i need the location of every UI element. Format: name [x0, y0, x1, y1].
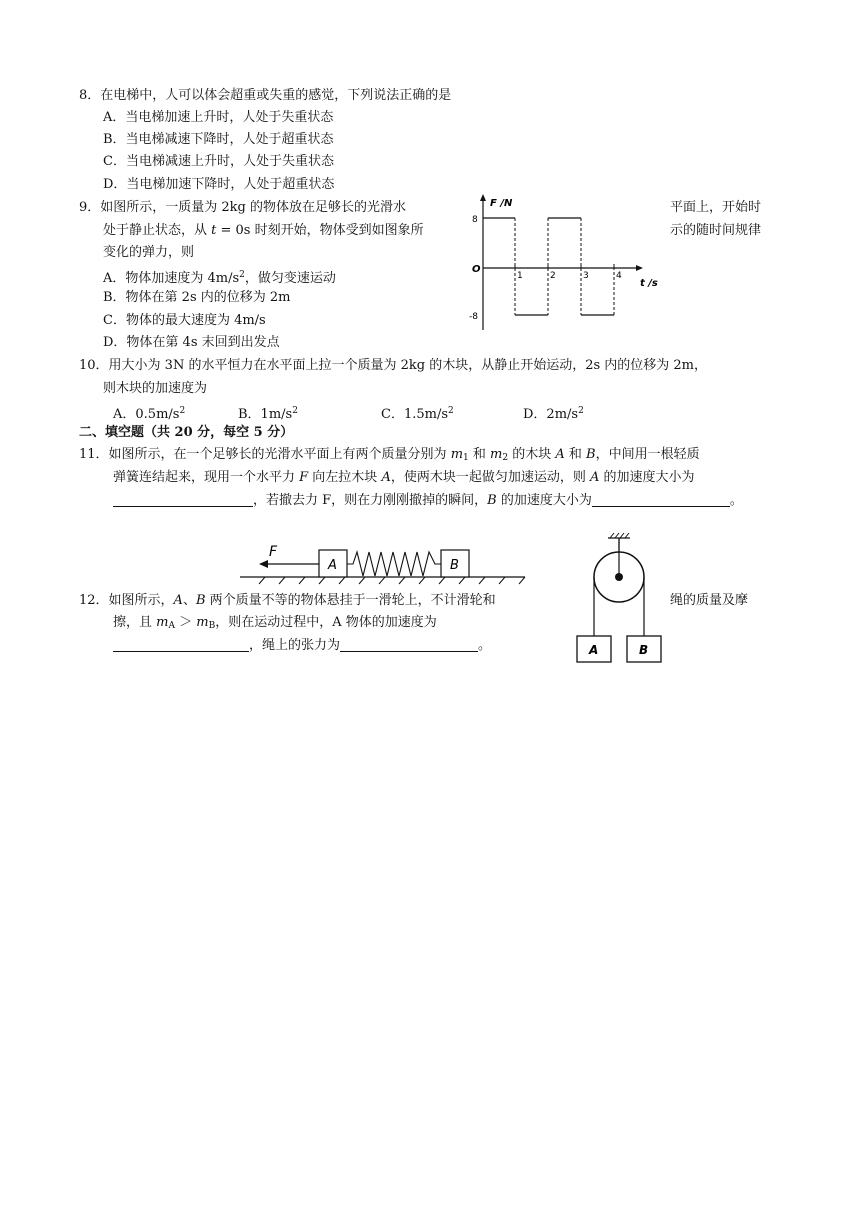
- q8-option-a: A．当电梯加速上升时，人处于失重状态: [103, 110, 334, 125]
- q9-line1: 9．如图所示，一质量为 2kg 的物体放在足够长的光滑水: [79, 200, 407, 215]
- graph-x-tick-1: 1: [517, 271, 523, 281]
- q11-line1: 11．如图所示，在一个足够长的光滑水平面上有两个质量分别为 $m_1$ 和 $m_2$ 的木块 A 和 B，中间用一根轻质: [79, 447, 700, 463]
- q12-pulley-diagram: [570, 532, 665, 667]
- q12-block-a-label: A: [589, 643, 599, 657]
- q8-option-d: D．当电梯加速下降时，人处于超重状态: [103, 177, 335, 192]
- graph-x-tick-3: 3: [583, 271, 589, 281]
- q12-line1-right: 绳的质量及摩: [670, 593, 749, 608]
- q11-line2: 弹簧连结起来，现用一个水平力 F 向左拉木块 A，使两木块一起做匀加速运动，则 A 的加速度大小为: [113, 470, 695, 485]
- q9-option-b: B．物体在第 2s 内的位移为 2m: [103, 290, 291, 305]
- q12-answer-blank-2[interactable]: [340, 637, 478, 652]
- q9-line3: 变化的弹力，则: [103, 245, 195, 260]
- q9-line1-right: 平面上，开始时: [670, 200, 762, 215]
- graph-x-axis-label: t /s: [640, 278, 658, 289]
- q10-option-c: C．$1.5m/s^2$: [381, 406, 454, 422]
- q10-option-a: A．$0.5m/s^2$: [113, 406, 186, 422]
- q12-line3: ，绳上的张力为 。: [113, 637, 491, 655]
- q10-option-b: B．$1m/s^2$: [238, 406, 298, 422]
- q11-block-a-label: A: [328, 558, 337, 573]
- q12-answer-blank-1[interactable]: [113, 637, 249, 652]
- graph-y-tick-8: 8: [472, 215, 478, 225]
- section-2-title: 二、填空题（共 20 分，每空 5 分）: [79, 425, 294, 440]
- q10-line1: 10．用大小为 3N 的水平恒力在水平面上拉一个质量为 2kg 的木块，从静止开始运动，2s 内的位移为 2m，: [79, 358, 707, 373]
- q8-option-c: C．当电梯减速上升时，人处于失重状态: [103, 154, 334, 169]
- q12-line1: 12．如图所示，A、B 两个质量不等的物体悬挂于一滑轮上，不计滑轮和: [79, 593, 496, 608]
- q11-force-label: F: [269, 544, 278, 560]
- q9-force-time-graph: [460, 190, 670, 340]
- q9-option-d: D．物体在第 4s 末回到出发点: [103, 335, 280, 350]
- graph-x-tick-2: 2: [550, 271, 556, 281]
- q11-block-b-label: B: [450, 558, 459, 573]
- graph-x-tick-4: 4: [616, 271, 622, 281]
- q10-option-d: D．$2m/s^2$: [523, 406, 584, 422]
- q9-line2-right: 示的随时间规律: [670, 223, 762, 238]
- graph-origin-label: O: [472, 264, 481, 275]
- q9-option-c: C．物体的最大速度为 4m/s: [103, 313, 266, 328]
- q10-line2: 则木块的加速度为: [103, 381, 208, 396]
- q11-answer-blank-1[interactable]: [113, 492, 253, 507]
- q9-option-a: A．物体加速度为 $4m/s^2$，做匀变速运动: [103, 270, 336, 286]
- q12-block-b-label: B: [639, 643, 649, 657]
- q8-option-b: B．当电梯减速下降时，人处于超重状态: [103, 132, 334, 147]
- q8-stem: 8．在电梯中，人可以体会超重或失重的感觉，下列说法正确的是: [79, 88, 452, 103]
- q12-line2: 擦，且 $m_A > m_B$，则在运动过程中，A 物体的加速度为: [113, 615, 437, 631]
- q9-line2: 处于静止状态，从 t = 0s 时刻开始，物体受到如图象所: [103, 223, 424, 238]
- graph-y-tick-neg8: -8: [469, 312, 478, 322]
- q11-answer-blank-2[interactable]: [592, 492, 730, 507]
- q11-spring-diagram: [235, 538, 530, 588]
- graph-y-axis-label: F /N: [490, 198, 513, 209]
- q11-line3: ，若撤去力 F，则在力刚刚撤掉的瞬间，B 的加速度大小为 。: [113, 492, 743, 510]
